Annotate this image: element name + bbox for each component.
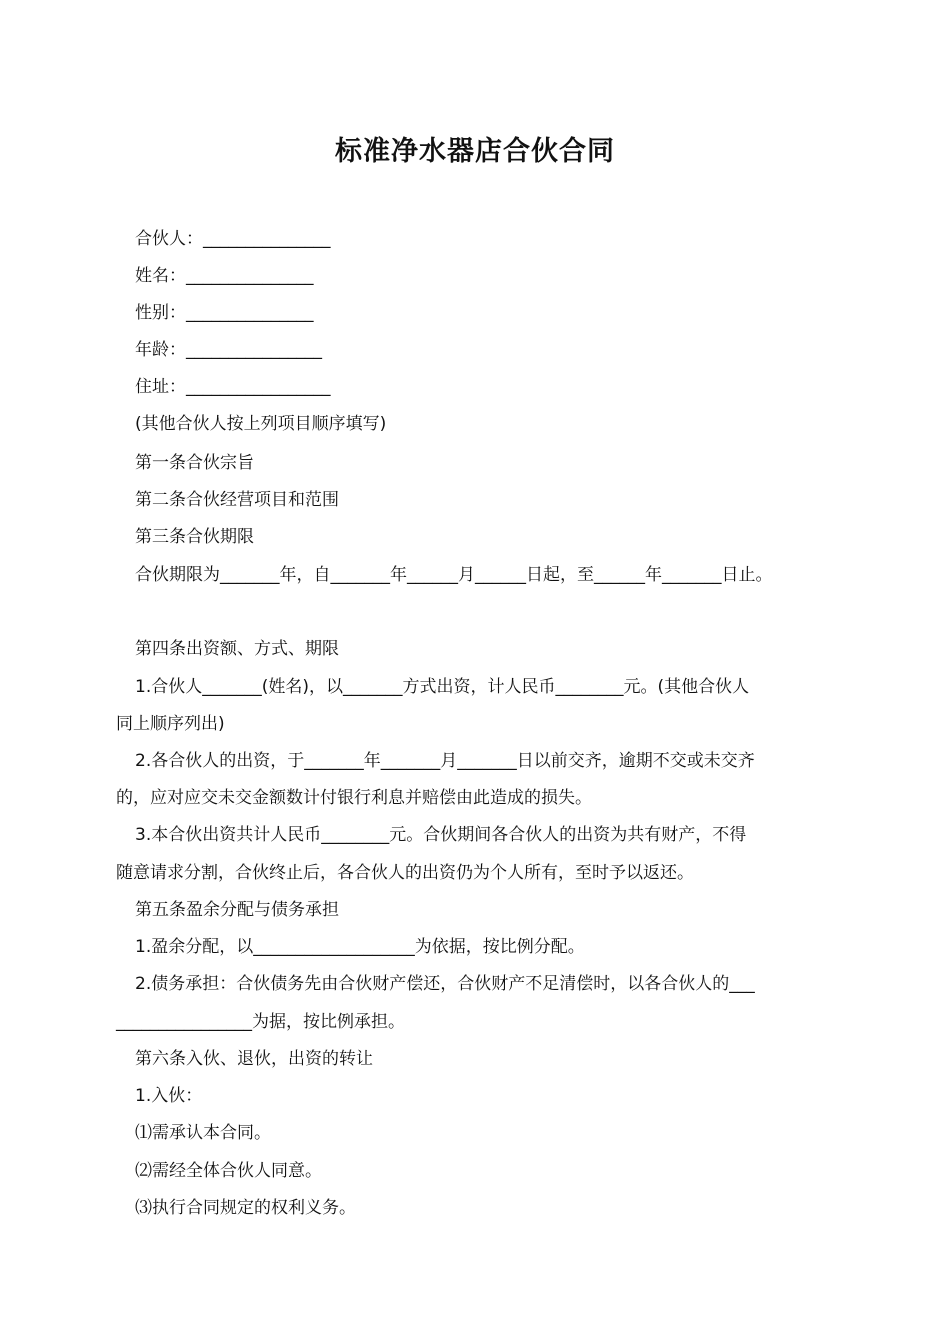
term-clause: 合伙期限为_______年，自_______年______月______日起，至______年_______日止。 — [135, 565, 773, 585]
clause-4-2-line-2: 的，应对应交未交金额数计付银行利息并赔偿由此造成的损失。 — [116, 788, 592, 808]
clause-5-1: 1.盈余分配，以___________________为依据，按比例分配。 — [135, 937, 585, 957]
article-4-heading: 第四条出资额、方式、期限 — [135, 639, 339, 659]
clause-4-3-line-2: 随意请求分割，合伙终止后，各合伙人的出资仍为个人所有，至时予以返还。 — [116, 863, 694, 883]
article-1-heading: 第一条合伙宗旨 — [135, 453, 254, 473]
address-field: 住址：_________________ — [135, 377, 331, 397]
clause-5-2-line-1: 2.债务承担：合伙债务先由合伙财产偿还，合伙财产不足清偿时，以各合伙人的___ — [135, 974, 755, 994]
partner-field: 合伙人：_______________ — [135, 229, 331, 249]
clause-5-2-line-2: ________________为据，按比例承担。 — [116, 1012, 405, 1032]
clause-6-1-item-3: ⑶执行合同规定的权利义务。 — [135, 1198, 356, 1218]
gender-field: 性别：_______________ — [135, 303, 314, 323]
clause-4-3-line-1: 3.本合伙出资共计人民币________元。合伙期间各合伙人的出资为共有财产，不得 — [135, 825, 747, 845]
clause-6-1: 1.入伙： — [135, 1086, 203, 1106]
age-field: 年龄：________________ — [135, 340, 322, 360]
article-5-heading: 第五条盈余分配与债务承担 — [135, 900, 339, 920]
article-3-heading: 第三条合伙期限 — [135, 527, 254, 547]
article-6-heading: 第六条入伙、退伙，出资的转让 — [135, 1049, 373, 1069]
clause-4-1-line-2: 同上顺序列出) — [116, 714, 225, 734]
clause-4-1-line-1: 1.合伙人_______(姓名)，以_______方式出资，计人民币________元。(其他合伙人 — [135, 677, 750, 697]
clause-6-1-item-1: ⑴需承认本合同。 — [135, 1123, 271, 1143]
fill-note: (其他合伙人按上列项目顺序填写) — [135, 414, 387, 434]
article-2-heading: 第二条合伙经营项目和范围 — [135, 490, 339, 510]
clause-6-1-item-2: ⑵需经全体合伙人同意。 — [135, 1161, 322, 1181]
document-title: 标准净水器店合伙合同 — [335, 136, 615, 167]
name-field: 姓名：_______________ — [135, 266, 314, 286]
clause-4-2-line-1: 2.各合伙人的出资，于_______年_______月_______日以前交齐，逾期不交或未交齐 — [135, 751, 755, 771]
